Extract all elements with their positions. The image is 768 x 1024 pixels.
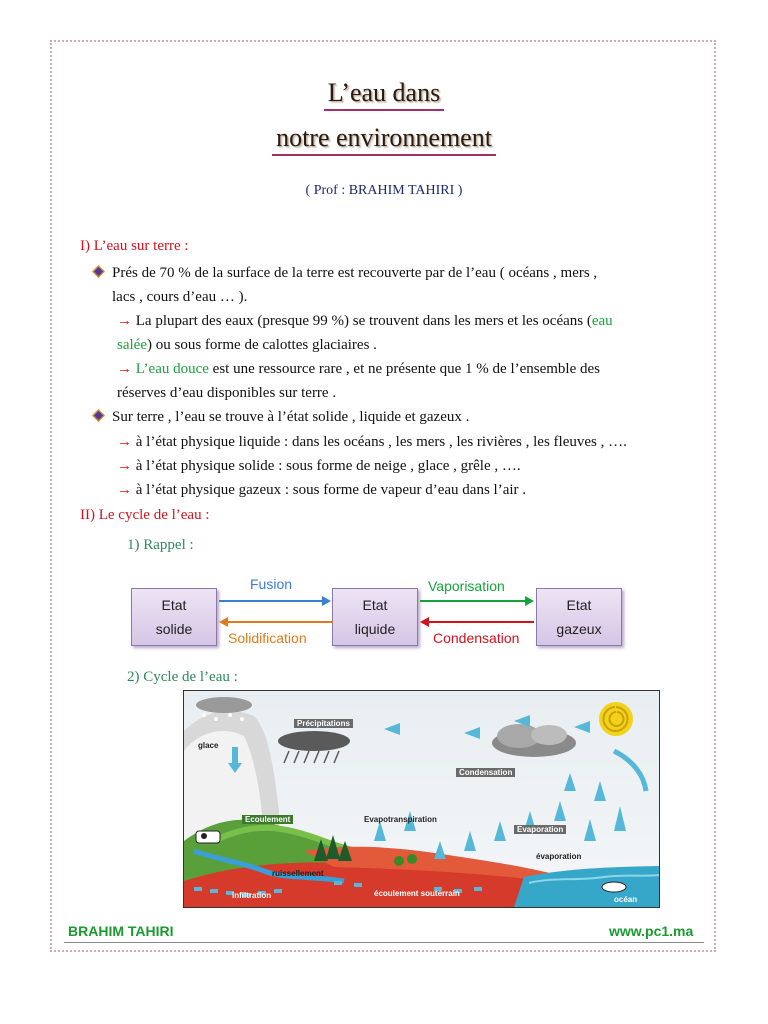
cycle-label-evapotranspiration: Evapotranspiration <box>364 815 437 824</box>
cycle-label-ocean: océan <box>614 895 638 904</box>
bullet-1-line-2: lacs , cours d’eau … ). <box>112 289 248 305</box>
bullet-1-line-1: Prés de 70 % de la surface de la terre est recouverte par de l’eau ( océans , mers , <box>112 265 598 281</box>
cycle-label-evaporation-box: Evaporation <box>514 825 566 834</box>
fusion-label: Fusion <box>250 576 293 592</box>
state-solid-box: Etat solide <box>131 588 217 646</box>
cycle-label-ruissellement: ruissellement <box>272 869 324 878</box>
arrow-item-4: → à l’état physique solide : sous forme de neige , glace , grêle , …. <box>117 458 521 474</box>
footer-website[interactable]: www.pc1.ma <box>609 923 694 939</box>
water-cycle-diagram <box>183 690 660 908</box>
subsection-2-heading: 2) Cycle de l’eau : <box>127 669 238 685</box>
cycle-label-glace: glace <box>198 741 219 750</box>
title-line-2: notre environnement <box>272 123 496 156</box>
cycle-label-infiltration: infiltration <box>232 891 272 900</box>
arrow-item-2-line-2: réserves d’eau disponibles sur terre . <box>117 385 337 401</box>
bullet-2: Sur terre , l’eau se trouve à l’état solide , liquide et gazeux . <box>112 409 470 425</box>
red-arrow-icon: → <box>117 361 136 377</box>
footer-author: BRAHIM TAHIRI <box>68 923 174 939</box>
state-liquid-box: Etat liquide <box>332 588 418 646</box>
arrow-item-3: → à l’état physique liquide : dans les océans , les mers , les rivières , les fleuves , …. <box>117 434 627 450</box>
cycle-label-evaporation: évaporation <box>536 852 582 861</box>
document-title <box>0 78 768 156</box>
solidification-label: Solidification <box>228 630 307 646</box>
condensation-label: Condensation <box>433 630 520 646</box>
section-2-heading: II) Le cycle de l’eau : <box>80 507 210 523</box>
section-1-heading: I) L’eau sur terre : <box>80 238 189 254</box>
arrow-item-5: → à l’état physique gazeux : sous forme de vapeur d’eau dans l’air . <box>117 482 527 498</box>
water-cycle-illustration <box>184 691 659 907</box>
cycle-label-precipitations: Précipitations <box>294 719 353 728</box>
cycle-label-ecoulement-souterrain: écoulement souterrain <box>374 889 460 898</box>
cycle-label-ecoulement: Ecoulement <box>242 815 293 824</box>
cycle-label-condensation: Condensation <box>456 768 515 777</box>
footer-divider <box>64 942 704 943</box>
arrow-item-1-line-2: salée) ou sous forme de calottes glaciaires . <box>117 337 377 353</box>
red-arrow-icon: → <box>117 434 136 450</box>
bullet-arrow-icon <box>92 265 105 278</box>
subsection-1-heading: 1) Rappel : <box>127 537 194 553</box>
bullet-arrow-icon <box>92 409 105 422</box>
title-line-1: L’eau dans <box>324 78 444 111</box>
arrow-item-2-line-1: → L’eau douce est une ressource rare , et ne présente que 1 % de l’ensemble des <box>117 361 601 377</box>
vaporisation-label: Vaporisation <box>428 578 505 594</box>
red-arrow-icon: → <box>117 458 136 474</box>
arrow-item-1-line-1: → La plupart des eaux (presque 99 %) se trouvent dans les mers et les océans (eau <box>117 313 613 329</box>
red-arrow-icon: → <box>117 313 136 329</box>
state-gas-box: Etat gazeux <box>536 588 622 646</box>
author-subtitle: ( Prof : BRAHIM TAHIRI ) <box>305 183 463 198</box>
red-arrow-icon: → <box>117 482 136 498</box>
